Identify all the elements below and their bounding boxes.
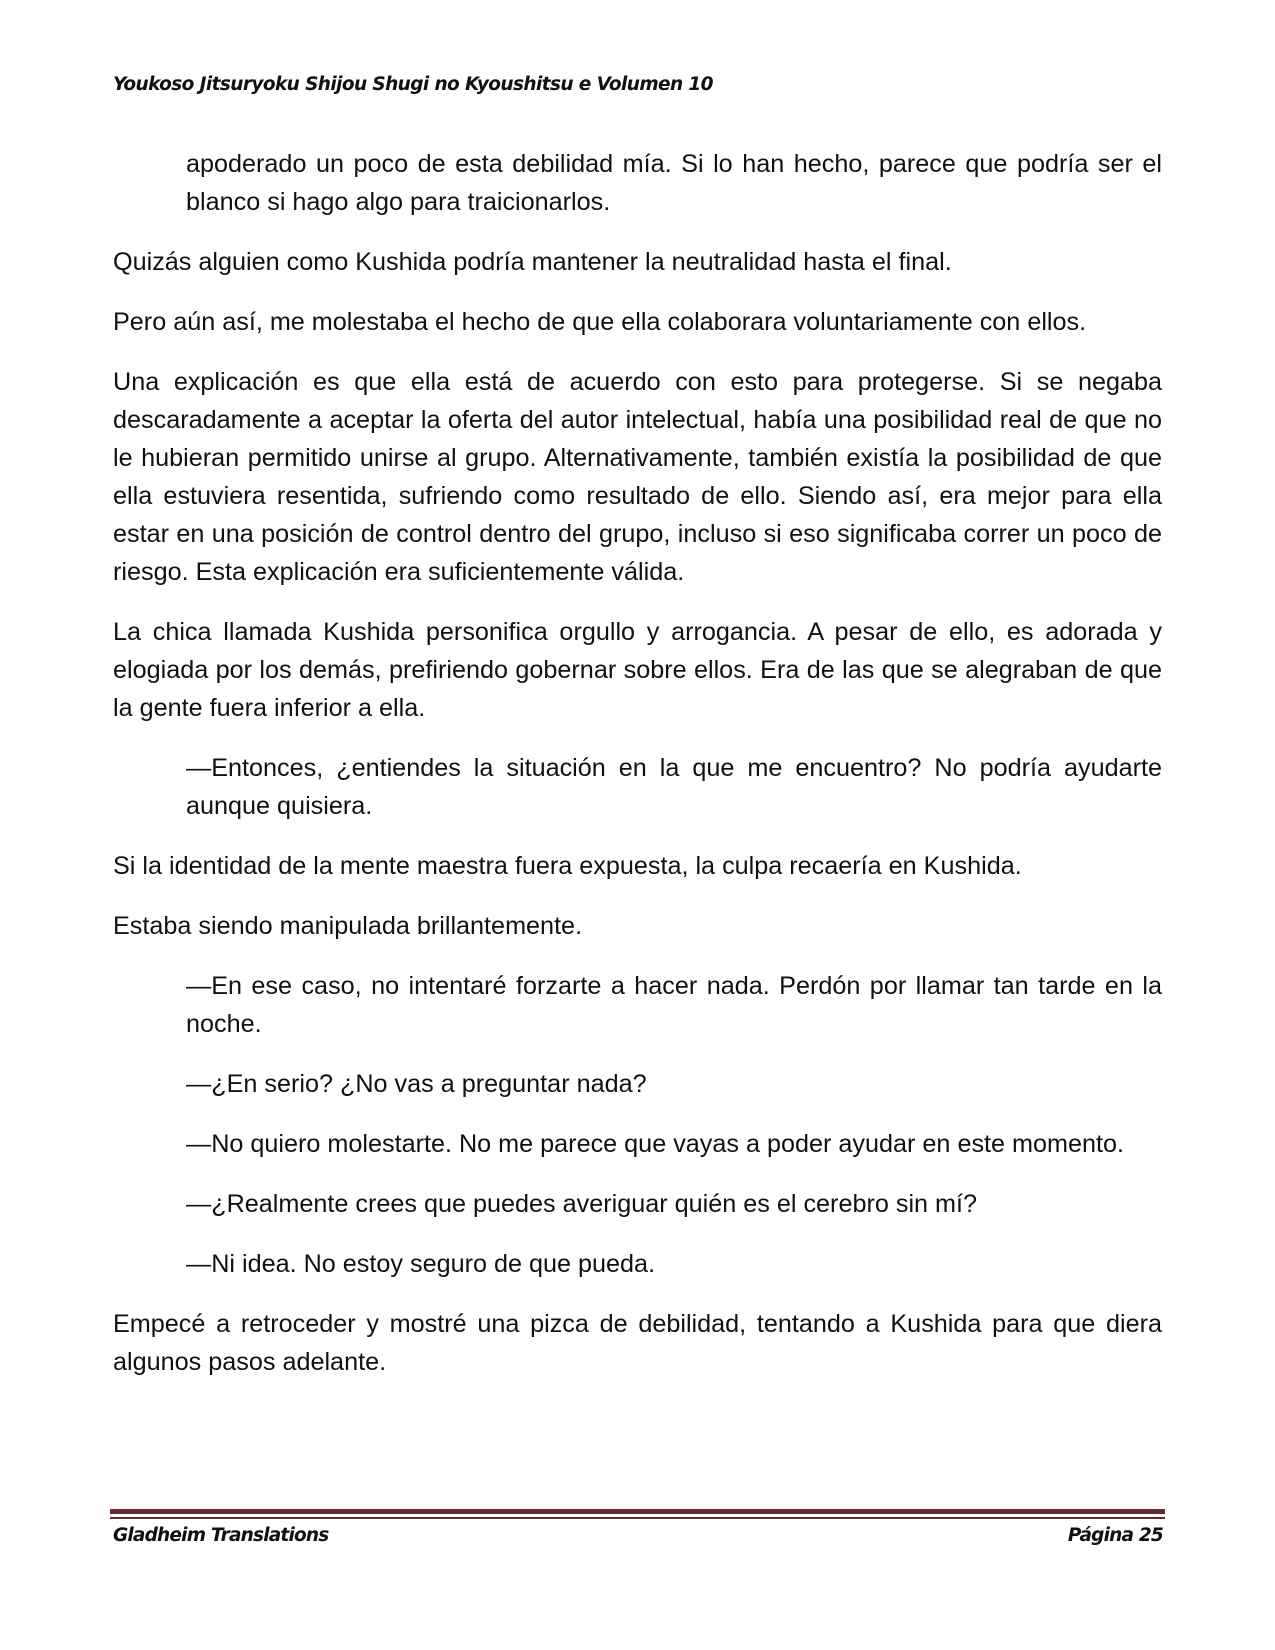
dialogue-paragraph: —¿Realmente crees que puedes averiguar quién es el cerebro sin mí?	[186, 1190, 978, 1218]
footer-rule-thick	[110, 1509, 1165, 1514]
dialogue-paragraph: —Ni idea. No estoy seguro de que pueda.	[186, 1250, 656, 1278]
dialogue-paragraph: —En ese caso, no intentaré forzarte a hacer nada. Perdón por llamar tan tarde en la noche.	[186, 972, 1162, 1038]
paragraph: Si la identidad de la mente maestra fuera expuesta, la culpa recaería en Kushida.	[113, 852, 1022, 880]
page-body	[113, 145, 1162, 1403]
paragraph: Pero aún así, me molestaba el hecho de que ella colaborara voluntariamente con ellos.	[113, 308, 1087, 336]
dialogue-paragraph: —Entonces, ¿entiendes la situación en la que me encuentro? No podría ayudarte aunque quisiera.	[186, 754, 1162, 820]
footer-page-number: Página 25	[1067, 1525, 1163, 1546]
dialogue-paragraph: apoderado un poco de esta debilidad mía. Si lo han hecho, parece que podría ser el blanco si hago algo para traicionarlos.	[186, 150, 1162, 216]
paragraph: Estaba siendo manipulada brillantemente.	[113, 912, 583, 940]
footer-rule-thin	[110, 1517, 1165, 1519]
running-header: Youkoso Jitsuryoku Shijou Shugi no Kyoushitsu e Volumen 10	[113, 74, 713, 95]
footer-translator: Gladheim Translations	[113, 1525, 329, 1546]
paragraph: Empecé a retroceder y mostré una pizca de debilidad, tentando a Kushida para que diera algunos pasos adelante.	[113, 1310, 1162, 1376]
paragraph: Quizás alguien como Kushida podría mantener la neutralidad hasta el final.	[113, 248, 952, 276]
paragraph: Una explicación es que ella está de acuerdo con esto para protegerse. Si se negaba descaradamente a aceptar la oferta del autor intelectual, había una posibilidad real de que no le hubieran permitido unirse al grupo. Alternativamente, también existía la posibilidad de que ella estuviera resentida, sufriendo como resultado de ello. Siendo así, era mejor para ella estar en una posición de control dentro del grupo, incluso si eso significaba correr un poco de riesgo. Esta explicación era suficientemente válida.	[113, 368, 1162, 586]
dialogue-paragraph: —No quiero molestarte. No me parece que vayas a poder ayudar en este momento.	[186, 1130, 1125, 1158]
paragraph: La chica llamada Kushida personifica orgullo y arrogancia. A pesar de ello, es adorada y elogiada por los demás, prefiriendo gobernar sobre ellos. Era de las que se alegraban de que la gente fuera inferior a ella.	[113, 618, 1162, 722]
dialogue-paragraph: —¿En serio? ¿No vas a preguntar nada?	[186, 1070, 647, 1098]
